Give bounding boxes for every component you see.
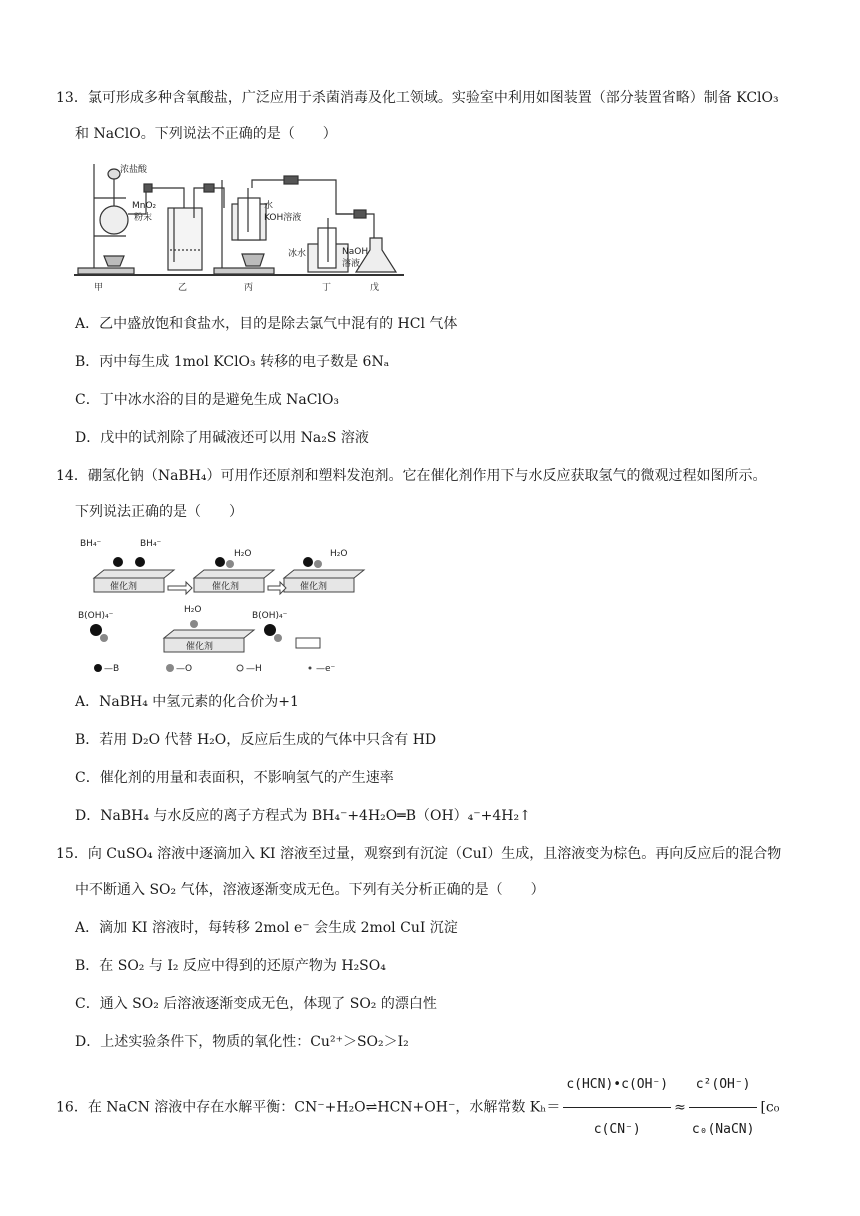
legend-h: —H <box>246 664 262 674</box>
q15-stem-line2: 中不断通入 SO₂ 气体，溶液逐渐变成无色。下列有关分析正确的是（ ） <box>75 882 545 898</box>
q14-option-a[interactable]: A．NaBH₄ 中氢元素的化合价为+1 <box>75 694 299 710</box>
q16-tail: [c₀ <box>760 1099 780 1116</box>
q15-stem-line1: 15．向 CuSO₄ 溶液中逐滴加入 KI 溶液至过量，观察到有沉淀（CuI）生成，且溶液变为棕色。再向反应后的混合物 <box>56 846 782 862</box>
q14-stem-line1: 14．硼氢化钠（NaBH₄）可用作还原剂和塑料发泡剂。它在催化剂作用下与水反应获取氢气的微观过程如图所示。 <box>56 468 767 484</box>
q14-mechanism-figure <box>74 534 374 678</box>
q16-fraction-2 <box>689 1064 758 1151</box>
label-bh4-1: BH₄⁻ <box>80 539 102 549</box>
label-h2o-2: H₂O <box>330 549 348 559</box>
q13-stem-line1: 13．氯可形成多种含氧酸盐，广泛应用于杀菌消毒及化工领域。实验室中利用如图装置（部分装置省略）制备 KClO₃ <box>56 90 779 106</box>
label-catalyst-3: 催化剂 <box>300 582 328 592</box>
q13-stem-line2: 和 NaClO。下列说法不正确的是（ ） <box>75 126 337 142</box>
q16-approx: ≈ <box>674 1099 686 1116</box>
q13-option-c[interactable]: C．丁中冰水浴的目的是避免生成 NaClO₃ <box>75 392 340 408</box>
q16-frac2-denominator: c₀(NaCN) <box>691 1122 755 1137</box>
label-ding: 丁 <box>322 283 332 293</box>
label-wu: 戊 <box>370 283 380 293</box>
q14-stem-line2: 下列说法正确的是（ ） <box>75 504 243 520</box>
q13-option-b[interactable]: B．丙中每生成 1mol KClO₃ 转移的电子数是 6Nₐ <box>75 354 390 370</box>
legend-e: —e⁻ <box>316 664 336 674</box>
q15-option-c[interactable]: C．通入 SO₂ 后溶液逐渐变成无色，体现了 SO₂ 的漂白性 <box>75 996 437 1012</box>
q16-frac2-numerator: c²(OH⁻) <box>689 1064 758 1108</box>
legend-o: —O <box>176 664 193 674</box>
q16-stem-prefix: 16．在 NaCN 溶液中存在水解平衡：CN⁻+H₂O⇌HCN+OH⁻，水解常数 Kₕ＝ <box>56 1099 561 1116</box>
q16-frac1-denominator: c(CN⁻) <box>593 1122 641 1137</box>
label-mno2: MnO₂ <box>132 201 157 211</box>
q13-apparatus-figure <box>74 158 414 298</box>
label-bing: 丙 <box>244 283 254 293</box>
label-catalyst-2: 催化剂 <box>212 582 240 592</box>
label-koh: KOH溶液 <box>264 213 302 223</box>
label-boh4-1: B(OH)₄⁻ <box>78 611 114 621</box>
q16-stem <box>56 1064 779 1151</box>
label-h2o-3: H₂O <box>184 605 202 615</box>
label-boh4-2: B(OH)₄⁻ <box>252 611 288 621</box>
q15-option-d[interactable]: D．上述实验条件下，物质的氧化性：Cu²⁺＞SO₂＞I₂ <box>75 1034 409 1050</box>
label-conc-hcl: 浓盐酸 <box>120 165 148 175</box>
q15-option-a[interactable]: A．滴加 KI 溶液时，每转移 2mol e⁻ 会生成 2mol CuI 沉淀 <box>75 920 458 936</box>
q15-option-b[interactable]: B．在 SO₂ 与 I₂ 反应中得到的还原产物为 H₂SO₄ <box>75 958 386 974</box>
label-yi: 乙 <box>178 283 188 293</box>
label-catalyst-1: 催化剂 <box>110 582 138 592</box>
q16-frac1-numerator: c(HCN)•c(OH⁻) <box>563 1064 671 1108</box>
q13-option-a[interactable]: A．乙中盛放饱和食盐水，目的是除去氯气中混有的 HCl 气体 <box>75 316 458 332</box>
label-ice-water: 冰水 <box>288 249 307 259</box>
label-solution: 溶液 <box>342 259 361 269</box>
label-h2o-1: H₂O <box>234 549 252 559</box>
q14-option-b[interactable]: B．若用 D₂O 代替 H₂O，反应后生成的气体中只含有 HD <box>75 732 437 748</box>
label-water: 水 <box>264 201 274 211</box>
q16-fraction-1 <box>563 1064 671 1151</box>
label-powder: 粉末 <box>134 213 153 223</box>
label-naoh: NaOH <box>342 247 369 257</box>
q13-option-d[interactable]: D．戊中的试剂除了用碱液还可以用 Na₂S 溶液 <box>75 430 369 446</box>
label-catalyst-4: 催化剂 <box>186 642 214 652</box>
q14-option-c[interactable]: C．催化剂的用量和表面积，不影响氢气的产生速率 <box>75 770 394 786</box>
label-jia: 甲 <box>94 283 104 293</box>
label-bh4-2: BH₄⁻ <box>140 539 162 549</box>
legend-b: —B <box>104 664 120 674</box>
q14-option-d[interactable]: D．NaBH₄ 与水反应的离子方程式为 BH₄⁻+4H₂O═B（OH）₄⁻+4H₂↑ <box>75 808 531 824</box>
